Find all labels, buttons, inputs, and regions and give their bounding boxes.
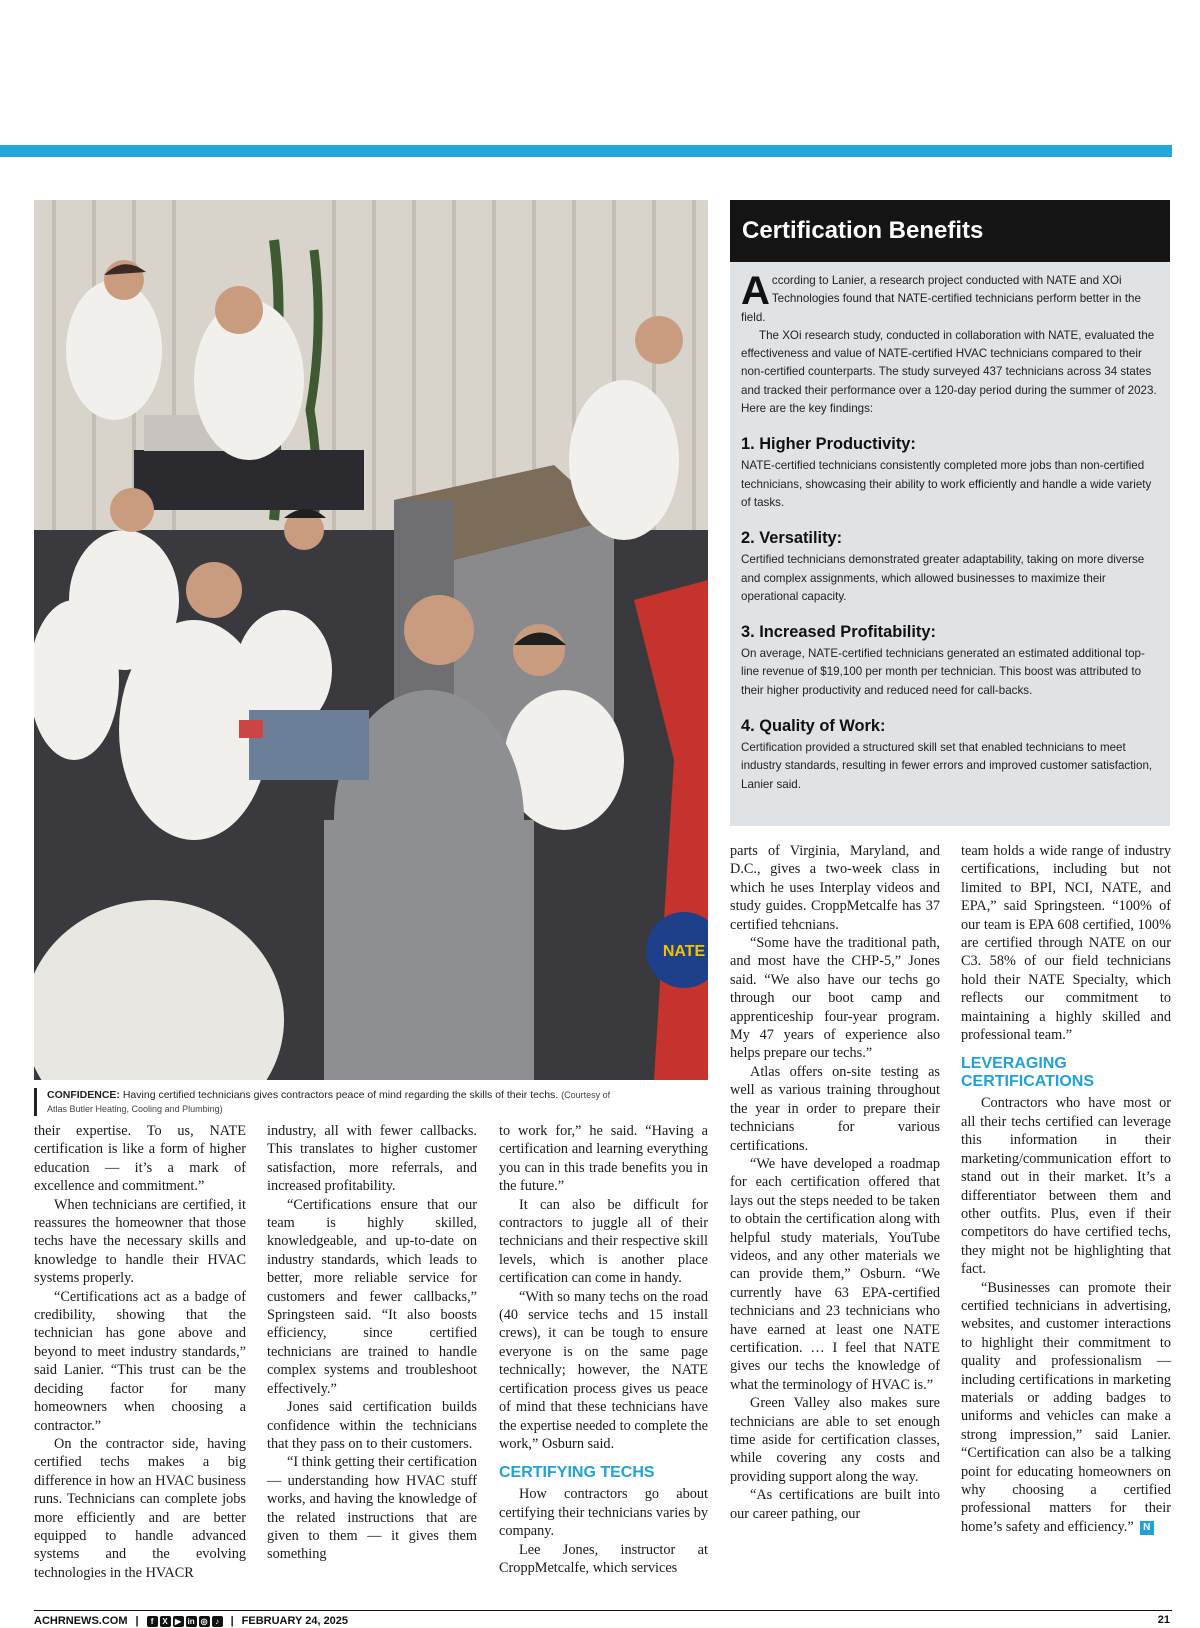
footer-rule (34, 1610, 1172, 1611)
sidebar-intro-2: The XOi research study, conducted in collaboration with NATE, evaluated the effectiveness and value of NATE-certified HVAC technicians compared to their non-certified counterparts. The study surveyed 437 technicians across 34 states and tracked their performance over a 120-day period during the summer of 2023. Here are the key findings: (741, 328, 1157, 416)
paragraph: their expertise. To us, NATE certification is like a form of higher education — it’s a mark of excellence and commitment.” (34, 1123, 246, 1195)
nate-patch: NATE (662, 943, 706, 960)
linkedin-icon[interactable]: in (187, 1616, 195, 1626)
finding-1 (741, 434, 1158, 512)
sidebar-intro (741, 269, 1158, 327)
paragraph: Contractors who have most or all their techs certified can leverage this information in their marketing/communication effort to stand out in their market. It’s a differentiator between them and other outfits. Plus, even if their competitors do have certified techs, they might not be highlighting that fact. (961, 1095, 1171, 1278)
end-mark-icon: N (1140, 1521, 1154, 1535)
paragraph: “Certifications ensure that our team is highly skilled, knowledgeable, and up-to-date on industry standards, which leads to better, more reliable service for customers and fewer callbacks,” Springsteen said. “It also boosts efficiency, since certified technicians are trained to handle complex systems and troubleshoot effectively.” (267, 1196, 477, 1397)
paragraph: Green Valley also makes sure technicians are able to set enough time aside for certification classes, while covering any costs and providing support along the way. (730, 1395, 940, 1485)
paragraph: Lee Jones, instructor at CroppMetcalfe, which services (499, 1541, 708, 1576)
paragraph: “We have developed a roadmap for each certification offered that lays out the steps needed to be taken to obtain the certification along with helpful study materials, YouTube videos, and any other materials we can provide them,” Osburn. “We currently have 63 EPA-certified technicians and 23 technicians who have earned at least one NATE certification. … I feel that NATE gives our techs the knowledge of what the terminology of HVAC is.” (730, 1155, 940, 1393)
top-accent-bar (0, 145, 1172, 157)
paragraph: “Certifications act as a badge of credibility, showing that the technician has gone above and beyond to meet industry standards,” said Lanier. “This trust can be the deciding factor for many homeowners when choosing a contractor.” (34, 1288, 246, 1434)
photo-caption (34, 1088, 708, 1116)
article-column-4 (730, 842, 940, 1523)
paragraph: team holds a wide range of industry certifications, including but not limited to BPI, NCI, NATE, and EPA,” said Springsteen. “100% of our team is EPA 608 certified, 100% are certified through NATE on our C3. 58% of our field technicians hold their NATE Specialty, which reflects our commitment to maintaining a highly skilled and professional team.” (961, 843, 1171, 1044)
finding-heading: 4. Quality of Work: (741, 717, 886, 736)
paragraph-final-text: “Businesses can promote their certified technicians in advertising, websites, and customer interactions to highlight their commitment to quality and professionalism — including certifications in marketing materials or adding badges to uniforms and vehicles can make a strong impression,” said Lanier. “Certification can also be a talking point for educating homeowners on why choosing a certified professional matters for their home’s safety and efficiency.” (961, 1279, 1171, 1535)
facebook-icon[interactable]: f (147, 1616, 158, 1627)
footer-separator: | (135, 1615, 139, 1627)
footer-date: FEBRUARY 24, 2025 (241, 1615, 349, 1627)
article-photo (34, 200, 708, 1080)
paragraph: parts of Virginia, Maryland, and D.C., gives a two-week class in which he uses Interplay videos and study guides. CroppMetcalfe has 37 certified tehcnians. (730, 843, 940, 933)
paragraph: to work for,” he said. “Having a certification and learning everything you can in this trade benefits you in the future.” (499, 1123, 708, 1195)
paragraph: On the contractor side, having certified techs makes a big difference in how an HVAC business runs. Technicians can complete jobs more efficiently and are better equipped to handle advanced systems and the evolving technologies in the HVACR (34, 1435, 246, 1581)
paragraph: How contractors go about certifying their technicians varies by company. (499, 1486, 708, 1540)
finding-text: Certified technicians demonstrated greater adaptability, taking on more diverse and complex assignments, which allowed businesses to maximize their operational capacity. (741, 553, 1145, 603)
caption-text: Having certified technicians gives contractors peace of mind regarding the skills of their techs. (122, 1089, 559, 1101)
tiktok-icon[interactable]: ♪ (212, 1616, 223, 1627)
paragraph: When technicians are certified, it reassures the homeowner that those techs have the necessary skills and knowledge to handle their HVAC systems properly. (34, 1196, 246, 1287)
finding-4 (741, 716, 1158, 794)
page-number: 21 (1157, 1614, 1170, 1626)
article-column-5 (961, 842, 1171, 1536)
finding-heading: 2. Versatility: (741, 529, 843, 548)
article-column-2 (267, 1122, 477, 1564)
instagram-icon[interactable]: ◎ (199, 1616, 210, 1627)
caption-credit-1: (Courtesy of (561, 1090, 611, 1100)
paragraph-final (961, 1279, 1171, 1537)
paragraph: Jones said certification builds confidence within the technicians that they pass on to their customers. (267, 1399, 477, 1452)
paragraph: “With so many techs on the road (40 service techs and 15 install crews), it can be tough to ensure everyone is on the same page technically; however, the NATE certification process gives us peace of mind that these technicians have the expertise needed to complete the work,” Osburn said. (499, 1288, 708, 1452)
finding-text: On average, NATE-certified technicians generated an estimated additional top-line revenue of $19,100 per month per technician. This boost was attributed to their higher productivity and reduced need for call-backs. (741, 647, 1145, 697)
sidebar-intro-text: ccording to Lanier, a research project conducted with NATE and XOi Technologies found that NATE-certified technicians perform better in the field. (741, 274, 1141, 324)
page-footer (34, 1614, 1172, 1628)
footer-separator: | (230, 1615, 234, 1627)
article-column-3 (499, 1122, 708, 1577)
sidebar-title: Certification Benefits (730, 200, 1170, 262)
finding-3 (741, 622, 1158, 700)
photo-illustration (34, 200, 708, 1080)
finding-text: NATE-certified technicians consistently completed more jobs than non-certified technicians, showcasing their ability to work efficiently and handle a wide variety of tasks. (741, 459, 1152, 509)
paragraph: Atlas offers on-site testing as well as various training throughout the year in order to prepare their technicians for various certifications. (730, 1063, 940, 1154)
certification-benefits-sidebar (730, 200, 1170, 826)
subhead-leveraging-certifications: LEVERAGING CERTIFICATIONS (961, 1055, 1095, 1091)
paragraph: “I think getting their certification — understanding how HVAC stuff works, and having the knowledge of the related instructions that are given to them — it gives them something (267, 1454, 477, 1563)
article-column-1 (34, 1122, 246, 1582)
caption-credit-2: Atlas Butler Heating, Cooling and Plumbing) (47, 1104, 223, 1114)
drop-cap: A (741, 269, 770, 313)
finding-2 (741, 528, 1158, 606)
social-icons (147, 1616, 223, 1627)
paragraph: It can also be difficult for contractors to juggle all of their technicians and their respective skill levels, which is another place certification can come in handy. (499, 1196, 708, 1287)
paragraph: “Some have the traditional path, and most have the CHP-5,” Jones said. “We also have our techs go through our boot camp and apprenticeship four-year program. My 47 years of experience also helps prepare our techs.” (730, 935, 940, 1062)
paragraph: industry, all with fewer callbacks. This translates to higher customer satisfaction, more referrals, and increased profitability. (267, 1123, 477, 1195)
finding-text: Certification provided a structured skill set that enabled technicians to meet industry standards, resulting in fewer errors and improved customer satisfaction, Lanier said. (741, 741, 1153, 791)
footer-site[interactable]: ACHRNEWS.COM (34, 1615, 128, 1627)
caption-label: CONFIDENCE: (47, 1089, 120, 1101)
subhead-certifying-techs: CERTIFYING TECHS (499, 1464, 655, 1482)
youtube-icon[interactable]: ▶ (173, 1616, 184, 1627)
finding-heading: 1. Higher Productivity: (741, 435, 916, 454)
x-icon[interactable]: X (160, 1616, 171, 1627)
paragraph: “As certifications are built into our career pathing, our (730, 1487, 940, 1522)
finding-heading: 3. Increased Profitability: (741, 623, 936, 642)
